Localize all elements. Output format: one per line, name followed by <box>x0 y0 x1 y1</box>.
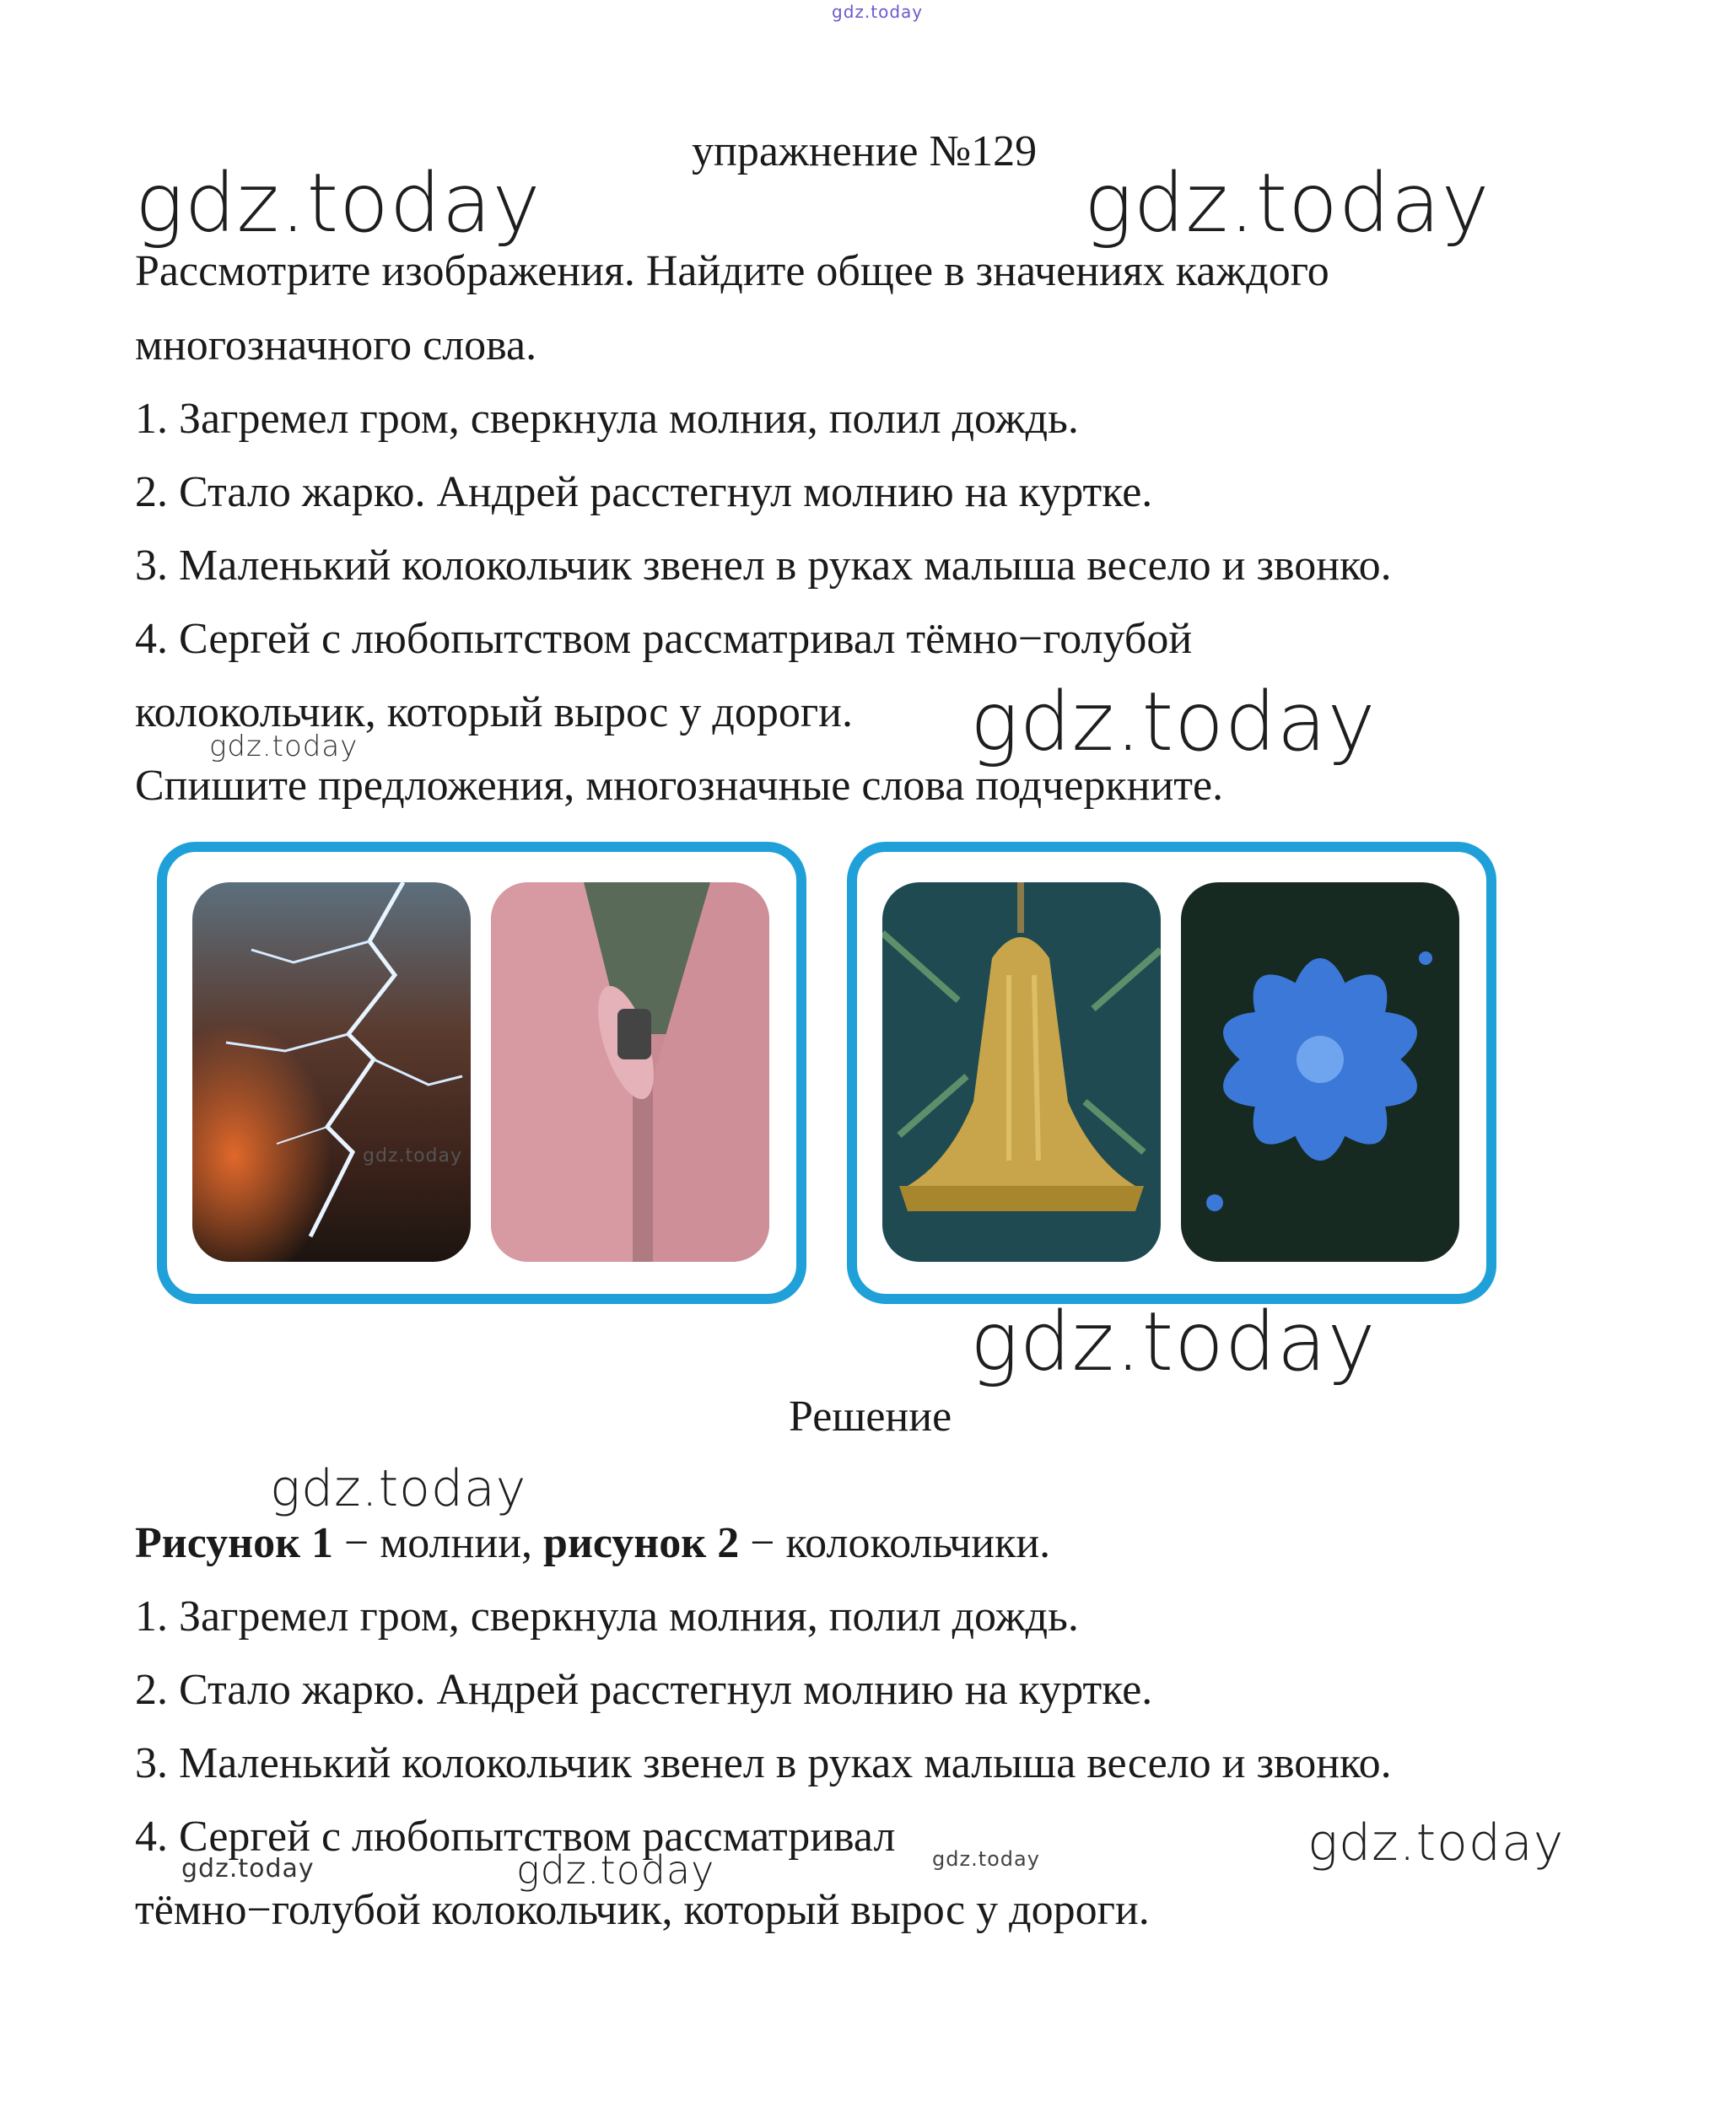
solution-fig2-label: рисунок 2 <box>543 1519 740 1567</box>
watermark-bottom-mid: gdz.today <box>516 1847 715 1893</box>
solution-sentence-3: 3. Маленький колокольчик звенел в руках малыша весело и звонко. <box>135 1739 1392 1787</box>
watermark-big-left: gdz.today <box>135 156 542 251</box>
task-intro-line1: Рассмотрите изображения. Найдите общее в значениях каждого <box>135 247 1329 295</box>
watermark-above-answer: gdz.today <box>270 1459 527 1518</box>
zipper-photo <box>491 882 769 1262</box>
watermark-bottom-small-1: gdz.today <box>181 1854 315 1883</box>
bell-photo <box>882 882 1161 1262</box>
solution-figures-line <box>135 1518 1050 1569</box>
watermark-big-right: gdz.today <box>1084 156 1491 251</box>
solution-sentence-1: 1. Загремел гром, сверкнула молния, полил дождь. <box>135 1592 1079 1641</box>
task-sentence-3: 3. Маленький колокольчик звенел в руках малыша весело и звонко. <box>135 542 1392 590</box>
watermark-big-mid: gdz.today <box>970 675 1377 769</box>
solution-heading: Решение <box>789 1393 952 1441</box>
watermark-bottom-small-2: gdz.today <box>932 1847 1040 1871</box>
task-intro-line2: многозначного слова. <box>135 321 537 369</box>
task-sentence-2: 2. Стало жарко. Андрей расстегнул молнию на куртке. <box>135 468 1153 516</box>
watermark-in-image: gdz.today <box>363 1145 463 1167</box>
solution-sentence-2: 2. Стало жарко. Андрей расстегнул молнию на куртке. <box>135 1666 1153 1714</box>
task-sentence-1: 1. Загремел гром, сверкнула молния, полил дождь. <box>135 395 1079 443</box>
solution-sentence-4-line2: тёмно−голубой колокольчик, который вырос у дороги. <box>135 1886 1150 1934</box>
lightning-photo <box>192 882 471 1262</box>
exercise-title: упражнение №129 <box>692 127 1038 175</box>
solution-sentence-4-line1: 4. Сергей с любопытством рассматривал <box>135 1813 896 1861</box>
task-sentence-4-line2: колокольчик, который вырос у дороги. <box>135 688 853 736</box>
solution-fig1-text: − молнии, <box>333 1519 544 1567</box>
task-instruction: Спишите предложения, многозначные слова подчеркните. <box>135 762 1224 810</box>
task-sentence-4-line1: 4. Сергей с любопытством рассматривал тёмно−голубой <box>135 615 1193 663</box>
solution-fig1-label: Рисунок 1 <box>135 1519 334 1567</box>
bellflower-photo <box>1181 882 1459 1262</box>
solution-fig2-text: − колокольчики. <box>739 1519 1051 1567</box>
watermark-top: gdz.today <box>832 2 924 22</box>
watermark-below-images: gdz.today <box>970 1295 1377 1389</box>
watermark-bottom-right: gdz.today <box>1307 1813 1565 1873</box>
watermark-small-left: gdz.today <box>209 730 359 763</box>
